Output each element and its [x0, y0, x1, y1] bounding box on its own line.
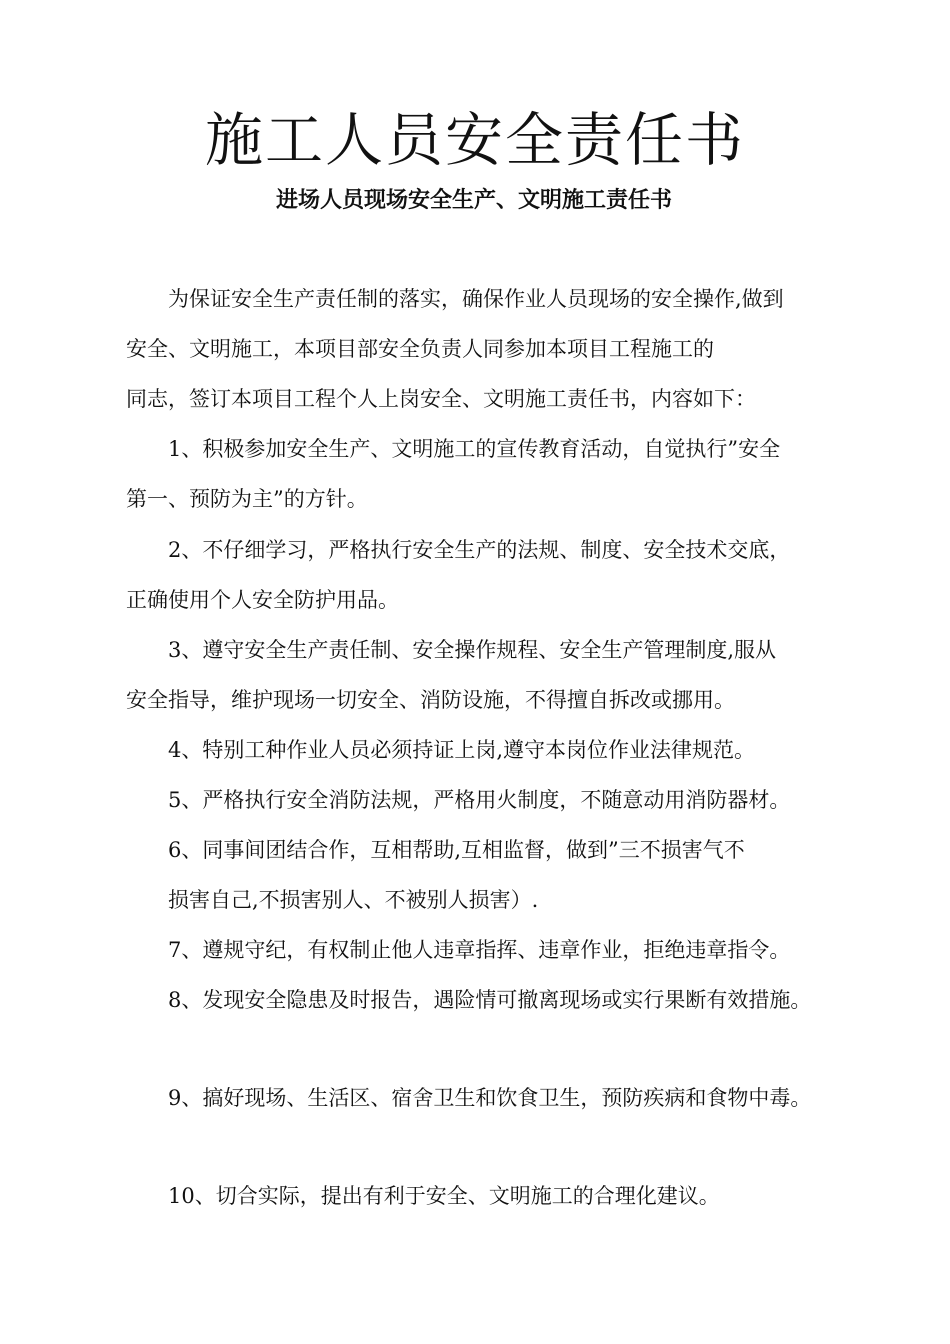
item-2-line-1: 2、不仔细学习，严格执行安全生产的法规、制度、安全技术交底，	[168, 538, 791, 562]
item-2-line-2: 正确使用个人安全防护用品。	[126, 588, 399, 612]
item-10: 10、切合实际，提出有利于安全、文明施工的合理化建议。	[168, 1184, 720, 1208]
intro-line-3: 同志，签订本项目工程个人上岗安全、文明施工责任书，内容如下：	[126, 387, 756, 411]
item-1-line-1: 1、积极参加安全生产、文明施工的宣传教育活动，自觉执行”安全	[168, 437, 781, 461]
item-5: 5、严格执行安全消防法规，严格用火制度，不随意动用消防器材。	[168, 788, 791, 812]
document-subtitle: 进场人员现场安全生产、文明施工责任书	[276, 188, 673, 213]
intro-line-1: 为保证安全生产责任制的落实，确保作业人员现场的安全操作,做到	[168, 287, 784, 311]
item-1-line-2: 第一、预防为主”的方针。	[126, 487, 368, 511]
item-4: 4、特别工种作业人员必须持证上岗,遵守本岗位作业法律规范。	[168, 738, 756, 762]
item-7: 7、遵规守纪，有权制止他人违章指挥、违章作业，拒绝违章指令。	[168, 938, 791, 962]
item-3-line-2: 安全指导，维护现场一切安全、消防设施，不得擅自拆改或挪用。	[126, 688, 735, 712]
item-8: 8、发现安全隐患及时报告，遇险情可撤离现场或实行果断有效措施。	[168, 988, 812, 1012]
item-9: 9、搞好现场、生活区、宿舍卫生和饮食卫生，预防疾病和食物中毒。	[168, 1086, 812, 1110]
item-6-line-2: 损害自己,不损害别人、不被别人损害）.	[168, 888, 539, 912]
document-title: 施工人员安全责任书	[204, 106, 745, 174]
item-3-line-1: 3、遵守安全生产责任制、安全操作规程、安全生产管理制度,服从	[168, 638, 777, 662]
intro-line-2: 安全、文明施工，本项目部安全负责人同参加本项目工程施工的	[126, 337, 714, 361]
item-6-line-1: 6、同事间团结合作，互相帮助,互相监督，做到”三不损害气不	[168, 838, 745, 862]
